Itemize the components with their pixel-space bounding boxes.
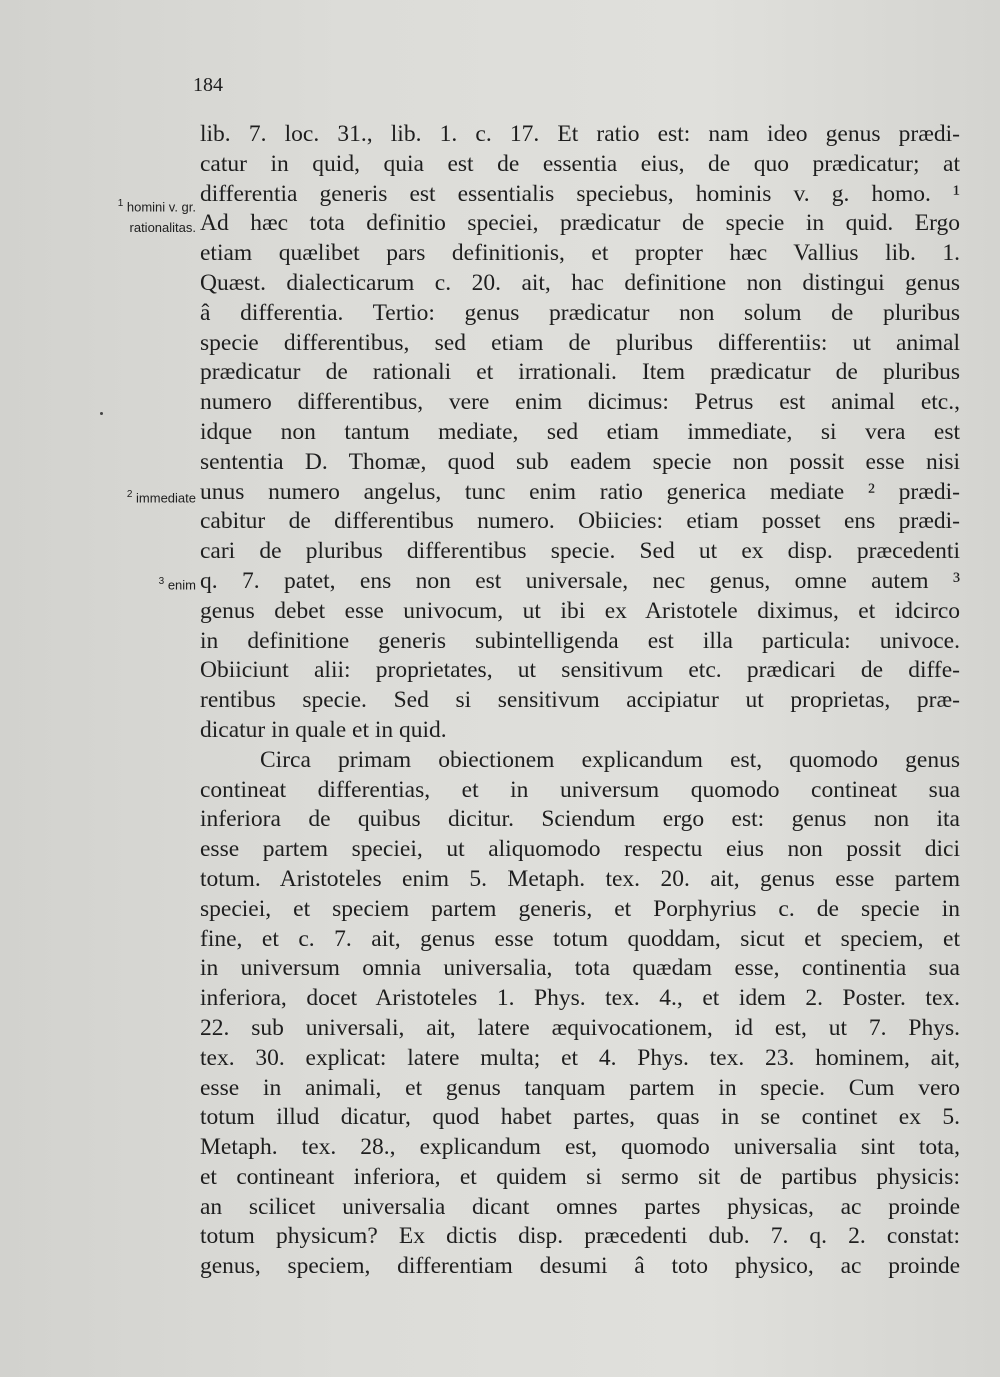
margin-note-text: rationalitas. bbox=[129, 220, 196, 235]
text-line: â differentia. Tertio: genus prædicatur non solum de pluribus bbox=[200, 299, 960, 326]
margin-note-enim bbox=[78, 574, 196, 593]
text-line: genus, speciem, differentiam desumi â toto physico, ac proinde bbox=[200, 1253, 960, 1280]
text-line: totum physicum? Ex dictis disp. præcedenti dub. 7. q. 2. constat: bbox=[200, 1223, 960, 1250]
text-line: etiam quælibet pars definitionis, et propter hæc Vallius lib. 1. bbox=[200, 240, 960, 267]
text-line: genus debet esse univocum, ut ibi ex Aristotele diximus, et idcirco bbox=[200, 597, 960, 624]
text-line: specie differentibus, sed etiam de pluribus differentiis: ut animal bbox=[200, 329, 960, 356]
ink-speck bbox=[100, 412, 103, 415]
text-line: lib. 7. loc. 31., lib. 1. c. 17. Et ratio est: nam ideo genus prædi- bbox=[200, 121, 960, 147]
margin-note-rationalitas bbox=[78, 220, 196, 236]
text-line: q. 7. patet, ens non est universale, nec genus, omne autem ³ bbox=[200, 567, 960, 594]
footnote-mark: 1 bbox=[117, 198, 124, 209]
margin-note-homini bbox=[78, 196, 196, 215]
text-line: numero differentibus, vere enim dicimus: Petrus est animal etc., bbox=[200, 389, 960, 416]
text-line: catur in quid, quia est de essentia eius, de quo prædicatur; at bbox=[200, 150, 960, 177]
text-line: inferiora, docet Aristoteles 1. Phys. tex. 4., et idem 2. Poster. tex. bbox=[200, 985, 960, 1012]
text-line: cari de pluribus differentibus specie. Sed ut ex disp. præcedenti bbox=[200, 538, 960, 565]
text-line: Obiiciunt alii: proprietates, ut sensitivum etc. prædicari de diffe- bbox=[200, 657, 960, 684]
text-line: tex. 30. explicat: latere multa; et 4. Phys. tex. 23. hominem, ait, bbox=[200, 1044, 960, 1071]
text-line: in definitione generis subintelligenda est illa particula: univoce. bbox=[200, 627, 960, 654]
text-line: fine, et c. 7. ait, genus esse totum quoddam, sicut et speciem, et bbox=[200, 925, 960, 952]
text-line: idque non tantum mediate, sed etiam immediate, si vera est bbox=[200, 418, 960, 445]
text-line: Circa primam obiectionem explicandum est, quomodo genus bbox=[260, 746, 960, 773]
text-line: Quæst. dialecticarum c. 20. ait, hac definitione non distingui genus bbox=[200, 269, 960, 296]
footnote-mark: 2 bbox=[126, 489, 133, 500]
margin-note-text: enim bbox=[167, 577, 196, 593]
text-line: Ad hæc tota definitio speciei, prædicatur de specie in quid. Ergo bbox=[200, 210, 960, 237]
page-number: 184 bbox=[193, 74, 223, 96]
text-line: contineat differentias, et in universum quomodo contineat sua bbox=[200, 776, 960, 803]
text-line: totum. Aristoteles enim 5. Metaph. tex. 20. ait, genus esse partem bbox=[200, 865, 960, 892]
footnote-mark: 3 bbox=[158, 576, 165, 587]
text-line: sententia D. Thomæ, quod sub eadem specie non possit esse nisi bbox=[200, 448, 960, 475]
margin-note-text: immediate bbox=[136, 490, 196, 506]
text-line: dicatur in quale et in quid. bbox=[200, 716, 447, 743]
margin-note-immediate bbox=[78, 487, 196, 506]
text-line: et contineant inferiora, et quidem si sermo sit de partibus physicis: bbox=[200, 1163, 960, 1190]
text-line: esse in animali, et genus tanquam partem in specie. Cum vero bbox=[200, 1074, 960, 1101]
body-text bbox=[200, 120, 960, 1282]
text-line: Metaph. tex. 28., explicandum est, quomodo universalia sint tota, bbox=[200, 1134, 960, 1161]
text-line: an scilicet universalia dicant omnes partes physicas, ac proinde bbox=[200, 1193, 960, 1220]
text-line: 22. sub universali, ait, latere æquivocationem, id est, ut 7. Phys. bbox=[200, 1014, 960, 1041]
margin-note-text: homini v. gr. bbox=[126, 199, 196, 215]
text-line: totum illud dicatur, quod habet partes, quas in se continet ex 5. bbox=[200, 1104, 960, 1131]
text-line: speciei, et speciem partem generis, et Porphyrius c. de specie in bbox=[200, 895, 960, 922]
text-line: differentia generis est essentialis speciebus, hominis v. g. homo. ¹ bbox=[200, 180, 960, 207]
text-line: inferiora de quibus dicitur. Sciendum ergo est: genus non ita bbox=[200, 806, 960, 833]
text-line: esse partem speciei, ut aliquomodo respectu eius non possit dici bbox=[200, 836, 960, 863]
text-line: unus numero angelus, tunc enim ratio generica mediate ² prædi- bbox=[200, 478, 960, 505]
text-line: cabitur de differentibus numero. Obiicies: etiam posset ens prædi- bbox=[200, 508, 960, 535]
text-line: prædicatur de rationali et irrationali. Item prædicatur de pluribus bbox=[200, 359, 960, 386]
text-line: rentibus specie. Sed si sensitivum accipiatur ut proprietas, præ- bbox=[200, 687, 960, 714]
text-line: in universum omnia universalia, tota quædam esse, continentia sua bbox=[200, 955, 960, 982]
